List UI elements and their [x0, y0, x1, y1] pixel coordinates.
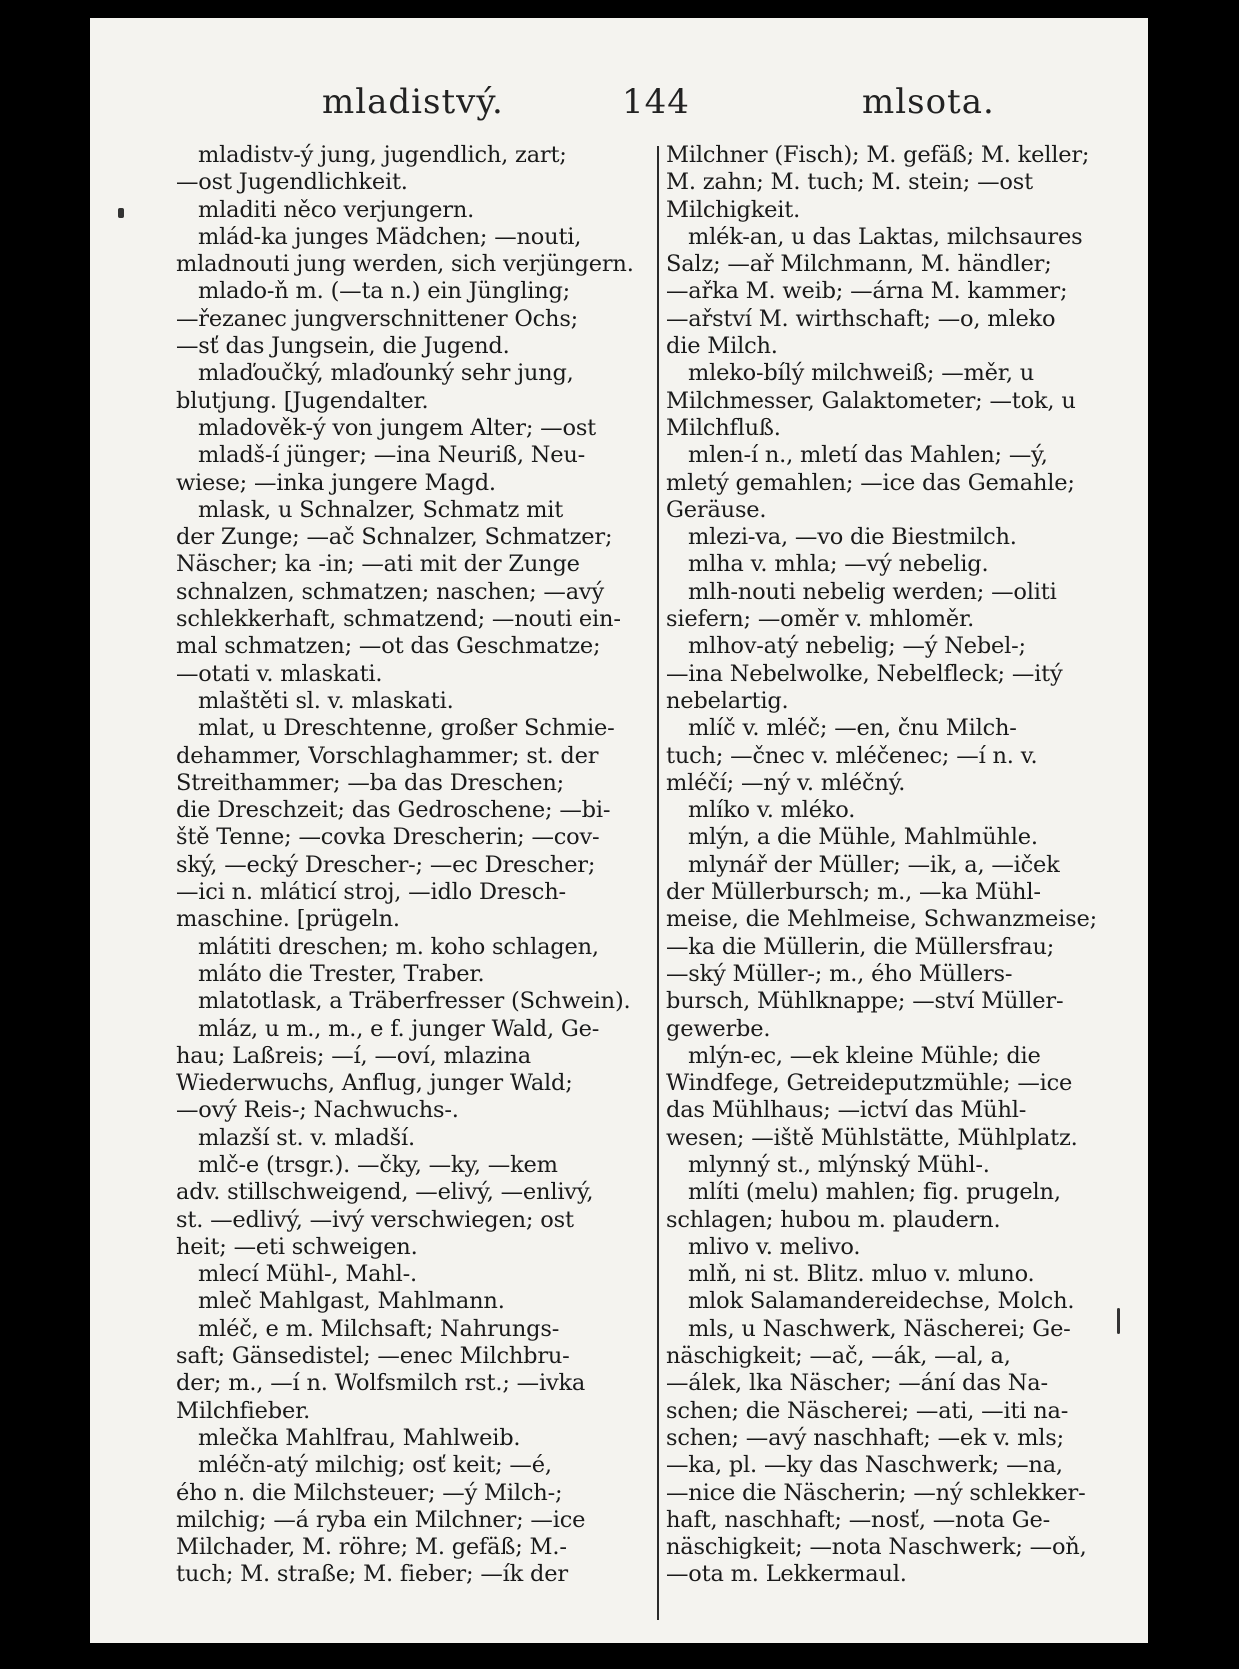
dictionary-line: mlhov-atý nebelig; —ý Nebel-;	[688, 633, 1026, 660]
dictionary-line: —ici n. mláticí stroj, —idlo Dresch-	[176, 879, 566, 906]
dictionary-line: wiese; —inka jungere Magd.	[176, 469, 496, 496]
dictionary-line: mladověk-ý von jungem Alter; —ost	[198, 414, 597, 441]
dictionary-line: Geräuse.	[666, 496, 767, 523]
dictionary-line: Milchfieber.	[176, 1397, 311, 1424]
dictionary-line: Streithammer; —ba das Dreschen;	[176, 769, 565, 796]
dictionary-line: mal schmatzen; —ot das Geschmatze;	[176, 633, 601, 660]
dictionary-line: das Mühlhaus; —ictví das Mühl-	[666, 1097, 1027, 1124]
dictionary-line: mladistv-ý jung, jugendlich, zart;	[198, 142, 567, 168]
dictionary-line: mlivo v. melivo.	[688, 1233, 861, 1260]
dictionary-line: tuch; —čnec v. mléčenec; —í n. v.	[666, 742, 1038, 769]
dictionary-line: Milchmesser, Galaktometer; —tok, u	[666, 387, 1076, 414]
dictionary-line: mlečka Mahlfrau, Mahlweib.	[198, 1424, 521, 1451]
dictionary-line: —ařka M. weib; —árna M. kammer;	[666, 278, 1068, 305]
dictionary-line: mladš-í jünger; —ina Neuriß, Neu-	[198, 442, 586, 469]
dictionary-line: mlha v. mhla; —vý nebelig.	[688, 551, 989, 578]
dictionary-line: mlaďoučký, mlaďounký sehr jung,	[198, 360, 574, 387]
dictionary-line: mlíti (melu) mahlen; fig. prugeln,	[688, 1179, 1061, 1206]
dictionary-line: Milchigkeit.	[666, 196, 801, 223]
scan-speck	[1117, 1308, 1120, 1334]
dictionary-line: mlíč v. mléč; —en, čnu Milch-	[688, 715, 1017, 742]
dictionary-line: —ařství M. wirthschaft; —o, mleko	[666, 305, 1056, 332]
left-column	[176, 142, 650, 1589]
dictionary-line: mlč-e (trsgr.). —čky, —ky, —kem	[198, 1151, 558, 1178]
dictionary-line: mlíko v. mléko.	[688, 797, 856, 824]
dictionary-line: adv. stillschweigend, —elivý, —enlivý,	[176, 1179, 594, 1206]
dictionary-line: mléčí; —ný v. mléčný.	[666, 769, 906, 796]
dictionary-line: Milchader, M. röhre; M. gefäß; M.-	[176, 1534, 567, 1561]
dictionary-line: —sť das Jungsein, die Jugend.	[176, 333, 510, 360]
right-column	[666, 142, 1138, 1589]
left-running-head: mladistvý.	[322, 82, 504, 122]
dictionary-line: der Zunge; —ač Schnalzer, Schmatzer;	[176, 524, 613, 551]
dictionary-line: mlen-í n., mletí das Mahlen; —ý,	[688, 442, 1048, 469]
dictionary-line: schen; die Näscherei; —ati, —iti na-	[666, 1397, 1069, 1424]
dictionary-line: die Milch.	[666, 333, 778, 360]
dictionary-line: mlado-ň m. (—ta n.) ein Jüngling;	[198, 278, 571, 305]
dictionary-line: bursch, Mühlknappe; —ství Müller-	[666, 988, 1064, 1015]
dictionary-line: mlýn, a die Mühle, Mahlmühle.	[688, 824, 1038, 851]
dictionary-line: —ka, pl. —ky das Naschwerk; —na,	[666, 1452, 1063, 1479]
dictionary-line: ský, —ecký Drescher-; —ec Drescher;	[176, 851, 596, 878]
dictionary-line: —nice die Näscherin; —ný schlekker-	[666, 1479, 1086, 1506]
dictionary-line: mladiti něco verjungern.	[198, 196, 475, 223]
dictionary-line: mls, u Naschwerk, Näscherei; Ge-	[688, 1315, 1071, 1342]
dictionary-line: Näscher; ka -in; —ati mit der Zunge	[176, 551, 580, 578]
dictionary-line: mláto die Trester, Traber.	[198, 960, 485, 987]
dictionary-line: mlň, ni st. Blitz. mluo v. mluno.	[688, 1261, 1035, 1288]
dictionary-line: —ost Jugendlichkeit.	[176, 169, 408, 196]
dictionary-line: näschigkeit; —ač, —ák, —al, a,	[666, 1343, 1011, 1370]
dictionary-line: mlezi-va, —vo die Biestmilch.	[688, 524, 1017, 551]
dictionary-line: —ový Reis-; Nachwuchs-.	[176, 1097, 459, 1124]
dictionary-line: milchig; —á ryba ein Milchner; —ice	[176, 1506, 586, 1533]
dictionary-line: mlok Salamandereidechse, Molch.	[688, 1288, 1075, 1315]
dictionary-line: wesen; —iště Mühlstätte, Mühlplatz.	[666, 1124, 1078, 1151]
dictionary-line: —ka die Müllerin, die Müllersfrau;	[666, 933, 1055, 960]
dictionary-line: mlynář der Müller; —ik, a, —iček	[688, 851, 1060, 878]
dictionary-line: dehammer, Vorschlaghammer; st. der	[176, 742, 599, 769]
dictionary-line: —ota m. Lekkermaul.	[666, 1561, 907, 1588]
dictionary-line: mlýn-ec, —ek kleine Mühle; die	[688, 1042, 1041, 1069]
dictionary-line: haft, naschhaft; —nosť, —nota Ge-	[666, 1506, 1050, 1533]
dictionary-line: mlynný st., mlýnský Mühl-.	[688, 1151, 990, 1178]
dictionary-line: tuch; M. straße; M. fieber; —ík der	[176, 1561, 568, 1588]
dictionary-line: schlagen; hubou m. plaudern.	[666, 1206, 1001, 1233]
dictionary-line: schlekkerhaft, schmatzend; —nouti ein-	[176, 606, 621, 633]
dictionary-line: mláz, u m., m., e f. junger Wald, Ge-	[198, 1015, 600, 1042]
dictionary-line: mlh-nouti nebelig werden; —oliti	[688, 578, 1057, 605]
dictionary-line: mlék-an, u das Laktas, milchsaures	[688, 223, 1083, 250]
dictionary-line: schen; —avý naschhaft; —ek v. mls;	[666, 1424, 1065, 1451]
dictionary-line: —otati v. mlaskati.	[176, 660, 383, 687]
dictionary-line: mlazší st. v. mladší.	[198, 1124, 415, 1151]
dictionary-line: hau; Laßreis; —í, —oví, mlazina	[176, 1042, 532, 1069]
dictionary-line: näschigkeit; —nota Naschwerk; —oň,	[666, 1534, 1087, 1561]
page-number: 144	[622, 82, 690, 122]
dictionary-page	[90, 18, 1148, 1643]
dictionary-line: maschine. [prügeln.	[176, 906, 400, 933]
dictionary-line: mleko-bílý milchweiß; —měr, u	[688, 360, 1035, 387]
dictionary-line: nebelartig.	[666, 687, 789, 714]
dictionary-line: mlád-ka junges Mädchen; —nouti,	[198, 223, 582, 250]
dictionary-line: —řezanec jungverschnittener Ochs;	[176, 305, 579, 332]
dictionary-line: meise, die Mehlmeise, Schwanzmeise;	[666, 906, 1097, 933]
dictionary-line: mlatotlask, a Träberfresser (Schwein).	[198, 988, 631, 1015]
scan-speck	[118, 208, 124, 218]
dictionary-line: schnalzen, schmatzen; naschen; —avý	[176, 578, 604, 605]
dictionary-line: der Müllerbursch; m., —ka Mühl-	[666, 879, 1041, 906]
dictionary-line: Windfege, Getreideputzmühle; —ice	[666, 1070, 1073, 1097]
dictionary-line: blutjung. [Jugendalter.	[176, 387, 429, 414]
dictionary-line: mlat, u Dreschtenne, großer Schmie-	[198, 715, 615, 742]
dictionary-line: heit; —eti schweigen.	[176, 1233, 418, 1260]
dictionary-line: Salz; —ař Milchmann, M. händler;	[666, 251, 1052, 278]
dictionary-line: mlask, u Schnalzer, Schmatz mit	[198, 496, 564, 523]
dictionary-line: siefern; —oměr v. mhloměr.	[666, 606, 975, 633]
column-divider	[657, 146, 659, 1620]
dictionary-line: mlátiti dreschen; m. koho schlagen,	[198, 933, 599, 960]
dictionary-line: saft; Gänsedistel; —enec Milchbru-	[176, 1343, 570, 1370]
dictionary-line: mléč, e m. Milchsaft; Nahrungs-	[198, 1315, 560, 1342]
dictionary-line: Milchner (Fisch); M. gefäß; M. keller;	[666, 142, 1090, 168]
page-header	[90, 82, 1148, 132]
dictionary-line: —ina Nebelwolke, Nebelfleck; —itý	[666, 660, 1063, 687]
dictionary-line: die Dreschzeit; das Gedroschene; —bi-	[176, 797, 611, 824]
dictionary-line: —ský Müller-; m., ého Müllers-	[666, 960, 1013, 987]
right-running-head: mlsota.	[862, 82, 995, 122]
dictionary-line: Wiederwuchs, Anflug, junger Wald;	[176, 1070, 573, 1097]
dictionary-line: der; m., —í n. Wolfsmilch rst.; —ivka	[176, 1370, 586, 1397]
dictionary-line: mléčn-atý milchig; osť keit; —é,	[198, 1452, 552, 1479]
dictionary-line: mladnouti jung werden, sich verjüngern.	[176, 251, 634, 278]
dictionary-line: mletý gemahlen; —ice das Gemahle;	[666, 469, 1075, 496]
dictionary-line: st. —edlivý, —ivý verschwiegen; ost	[176, 1206, 574, 1233]
dictionary-line: ého n. die Milchsteuer; —ý Milch-;	[176, 1479, 563, 1506]
dictionary-line: mlaštěti sl. v. mlaskati.	[198, 687, 454, 714]
dictionary-line: —álek, lka Näscher; —ání das Na-	[666, 1370, 1048, 1397]
dictionary-line: ště Tenne; —covka Drescherin; —cov-	[176, 824, 600, 851]
dictionary-line: M. zahn; M. tuch; M. stein; —ost	[666, 169, 1033, 196]
dictionary-line: Milchfluß.	[666, 414, 781, 441]
dictionary-line: gewerbe.	[666, 1015, 771, 1042]
dictionary-line: mlecí Mühl-, Mahl-.	[198, 1261, 418, 1288]
dictionary-line: mleč Mahlgast, Mahlmann.	[198, 1288, 505, 1315]
